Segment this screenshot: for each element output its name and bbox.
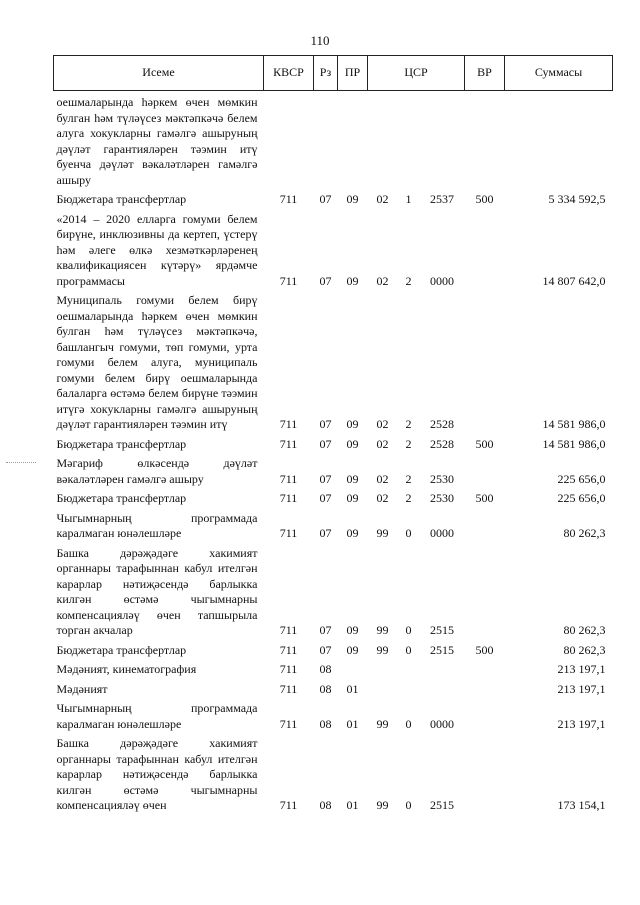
row-sum: 213 197,1 bbox=[557, 662, 606, 676]
row-sum: 5 334 592,5 bbox=[548, 192, 606, 206]
row-csr-direction: 0000 bbox=[430, 716, 454, 731]
table-row bbox=[54, 542, 613, 639]
row-vr: 500 bbox=[475, 436, 494, 451]
row-pr: 01 bbox=[346, 681, 359, 696]
row-kvsr bbox=[264, 91, 314, 189]
table-row bbox=[54, 732, 613, 814]
row-name: Башка дәрәҗәдәге хакимият органнары тарафыннан кабул ителгән карарлар нәтиҗәсендә барлыкка килгән өстәмә чыгымнарны компенсацияләү өчен тапшырыла торган акчалар bbox=[56, 545, 258, 637]
row-kvsr: 711 bbox=[279, 798, 298, 812]
row-csr-program bbox=[368, 658, 398, 678]
table-row bbox=[54, 91, 613, 189]
row-csr-program: 02 bbox=[376, 192, 389, 206]
row-kvsr: 711 bbox=[279, 471, 298, 486]
row-csr-program bbox=[368, 678, 398, 698]
row-rz: 07 bbox=[319, 192, 332, 206]
row-sum: 225 656,0 bbox=[557, 491, 606, 505]
row-csr-program: 02 bbox=[376, 471, 389, 486]
row-csr-program: 99 bbox=[376, 642, 389, 657]
row-vr bbox=[465, 289, 505, 433]
row-csr-subprogram: 2 bbox=[405, 471, 412, 486]
row-csr-subprogram bbox=[398, 658, 420, 678]
row-csr-program: 02 bbox=[376, 417, 389, 431]
col-header-name: Исеме bbox=[54, 56, 264, 91]
row-name: Бюджетара трансфертлар bbox=[56, 436, 187, 451]
row-kvsr: 711 bbox=[279, 192, 298, 206]
row-pr: 09 bbox=[346, 417, 359, 431]
row-vr bbox=[465, 452, 505, 487]
row-csr-subprogram: 0 bbox=[405, 526, 412, 540]
row-vr: 500 bbox=[475, 192, 494, 206]
row-sum: 213 197,1 bbox=[557, 681, 606, 696]
row-kvsr: 711 bbox=[279, 436, 298, 451]
row-name: Башка дәрәҗәдәге хакимият органнары тарафыннан кабул ителгән карарлар нәтиҗәсендә барлыкка килгән өстәмә чыгымнарны компенсацияләү өчен bbox=[56, 736, 258, 812]
row-kvsr: 711 bbox=[279, 662, 298, 676]
row-sum: 213 197,1 bbox=[557, 716, 606, 731]
col-header-rz: Рз bbox=[314, 56, 338, 91]
row-name: Бюджетара трансфертлар bbox=[56, 192, 187, 206]
row-sum: 14 581 986,0 bbox=[542, 417, 606, 431]
row-rz: 07 bbox=[319, 642, 332, 657]
row-csr-direction: 2515 bbox=[430, 623, 454, 637]
row-csr-subprogram: 2 bbox=[405, 273, 412, 288]
row-kvsr: 711 bbox=[279, 642, 298, 657]
table-row bbox=[54, 433, 613, 453]
row-name: Чыгымнарның программада каралмаган юнәлешләре bbox=[56, 510, 258, 540]
row-vr bbox=[465, 658, 505, 678]
row-pr bbox=[338, 91, 368, 189]
row-name: Мәдәният, кинематография bbox=[56, 662, 197, 676]
row-sum: 80 262,3 bbox=[563, 642, 606, 657]
row-name: Муниципаль гомуми белем бирү оешмаларында һәркем өчен мөмкин булган һәм түләүсез мәктәпкәчә, башлангыч гомуми, төп гомуми, урта гомуми белем алуга, муниципаль гомуми белем бирү оешмаларында балаларга өстәмә белем бирүне тәэмин итүгә хокукларны гамәлгә ашыруның дәүләт гарантияләрен тәэмин итү bbox=[56, 293, 258, 431]
row-csr-program: 02 bbox=[376, 273, 389, 288]
row-csr-subprogram: 0 bbox=[405, 642, 412, 657]
table-row bbox=[54, 487, 613, 507]
row-pr: 09 bbox=[346, 491, 359, 505]
row-rz: 07 bbox=[319, 526, 332, 540]
row-pr: 09 bbox=[346, 273, 359, 288]
row-vr bbox=[465, 91, 505, 189]
table-row bbox=[54, 208, 613, 290]
row-vr bbox=[465, 507, 505, 542]
row-vr: 500 bbox=[475, 642, 494, 657]
row-csr-subprogram bbox=[398, 678, 420, 698]
row-rz: 08 bbox=[319, 662, 332, 676]
row-csr-subprogram: 0 bbox=[405, 623, 412, 637]
row-sum: 173 154,1 bbox=[557, 798, 606, 812]
table-row bbox=[54, 289, 613, 433]
table-header-row bbox=[54, 56, 613, 91]
row-csr-direction: 2537 bbox=[430, 192, 454, 206]
row-csr-program: 99 bbox=[376, 526, 389, 540]
row-name: Чыгымнарның программада каралмаган юнәлешләре bbox=[56, 701, 258, 731]
col-header-kvsr: КВСР bbox=[264, 56, 314, 91]
row-pr bbox=[338, 658, 368, 678]
row-rz: 07 bbox=[319, 417, 332, 431]
row-pr: 09 bbox=[346, 436, 359, 451]
row-csr-program: 99 bbox=[376, 623, 389, 637]
row-csr-direction: 2530 bbox=[430, 471, 454, 486]
row-csr-subprogram: 2 bbox=[405, 436, 412, 451]
row-csr-direction: 0000 bbox=[430, 273, 454, 288]
row-csr-direction: 2528 bbox=[430, 436, 454, 451]
row-csr-direction: 0000 bbox=[430, 526, 454, 540]
row-vr bbox=[465, 678, 505, 698]
row-csr-direction bbox=[420, 678, 465, 698]
row-pr: 09 bbox=[346, 526, 359, 540]
row-vr bbox=[465, 208, 505, 290]
row-pr: 09 bbox=[346, 471, 359, 486]
table-row bbox=[54, 188, 613, 208]
row-kvsr: 711 bbox=[279, 681, 298, 696]
row-kvsr: 711 bbox=[279, 491, 298, 505]
table-row bbox=[54, 697, 613, 732]
table-row bbox=[54, 678, 613, 698]
row-csr-direction: 2515 bbox=[430, 642, 454, 657]
row-name: оешмаларында һәркем өчен мөмкин булган һәм түләүсез мәктәпкәчә белем алуга хокукларны гамәлгә ашыруның дәүләт гарантияләрен тәэмин итү буенча дәүләт вәкаләтләрен гамәлгә ашыру bbox=[56, 95, 258, 187]
row-csr-direction: 2528 bbox=[430, 417, 454, 431]
row-csr-direction: 2515 bbox=[430, 798, 454, 812]
row-csr-direction bbox=[420, 658, 465, 678]
table-row bbox=[54, 452, 613, 487]
row-sum: 80 262,3 bbox=[563, 526, 606, 540]
row-vr bbox=[465, 542, 505, 639]
col-header-sum: Суммасы bbox=[505, 56, 613, 91]
row-csr-subprogram: 1 bbox=[405, 192, 412, 206]
table-row bbox=[54, 507, 613, 542]
row-csr-program: 02 bbox=[376, 436, 389, 451]
col-header-csr: ЦСР bbox=[368, 56, 465, 91]
row-pr: 09 bbox=[346, 623, 359, 637]
row-sum: 14 807 642,0 bbox=[542, 273, 606, 288]
row-pr: 09 bbox=[346, 192, 359, 206]
row-sum bbox=[505, 91, 613, 189]
table-row bbox=[54, 658, 613, 678]
row-rz: 08 bbox=[319, 798, 332, 812]
row-rz: 08 bbox=[319, 681, 332, 696]
row-sum: 14 581 986,0 bbox=[542, 436, 606, 451]
row-sum: 80 262,3 bbox=[563, 623, 606, 637]
row-csr-subprogram: 2 bbox=[405, 491, 412, 505]
row-pr: 01 bbox=[346, 716, 359, 731]
row-pr: 01 bbox=[346, 798, 359, 812]
row-kvsr: 711 bbox=[279, 417, 298, 431]
row-rz: 08 bbox=[319, 716, 332, 731]
row-rz: 07 bbox=[319, 273, 332, 288]
row-name: Бюджетара трансфертлар bbox=[56, 491, 187, 505]
row-sum: 225 656,0 bbox=[557, 471, 606, 486]
page-number: 110 bbox=[310, 33, 330, 48]
row-vr bbox=[465, 697, 505, 732]
col-header-vr: ВР bbox=[465, 56, 505, 91]
row-rz: 07 bbox=[319, 471, 332, 486]
row-rz bbox=[314, 91, 338, 189]
row-rz: 07 bbox=[319, 436, 332, 451]
row-csr-direction: 2530 bbox=[430, 491, 454, 505]
table-body bbox=[54, 91, 613, 814]
row-rz: 07 bbox=[319, 623, 332, 637]
row-kvsr: 711 bbox=[279, 716, 298, 731]
row-pr: 09 bbox=[346, 642, 359, 657]
row-csr-subprogram bbox=[398, 91, 420, 189]
row-csr-program: 02 bbox=[376, 491, 389, 505]
row-csr-direction bbox=[420, 91, 465, 189]
row-name: Мәдәният bbox=[56, 681, 108, 696]
row-csr-subprogram: 0 bbox=[405, 716, 412, 731]
row-name: Мәгариф өлкәсендә дәүләт вәкаләтләрен гамәлгә ашыру bbox=[56, 456, 258, 486]
budget-table bbox=[53, 55, 613, 814]
row-name: Бюджетара трансфертлар bbox=[56, 642, 187, 657]
row-kvsr: 711 bbox=[279, 623, 298, 637]
col-header-pr: ПР bbox=[338, 56, 368, 91]
row-csr-program: 99 bbox=[376, 798, 389, 812]
table-row bbox=[54, 639, 613, 659]
row-csr-subprogram: 2 bbox=[405, 417, 412, 431]
row-name: «2014 – 2020 елларга гомуми белем бирүне, инклюзивны да кертеп, үстерү һәм әлеге өлкә хезмәткәрләренең квалификациясен күтәрү» ярдәмче программасы bbox=[56, 211, 258, 288]
row-vr bbox=[465, 732, 505, 814]
row-csr-program: 99 bbox=[376, 716, 389, 731]
row-kvsr: 711 bbox=[279, 526, 298, 540]
row-rz: 07 bbox=[319, 491, 332, 505]
row-csr-subprogram: 0 bbox=[405, 798, 412, 812]
scan-artifact bbox=[6, 462, 36, 463]
row-vr: 500 bbox=[475, 491, 494, 505]
row-csr-program bbox=[368, 91, 398, 189]
row-kvsr: 711 bbox=[279, 273, 298, 288]
